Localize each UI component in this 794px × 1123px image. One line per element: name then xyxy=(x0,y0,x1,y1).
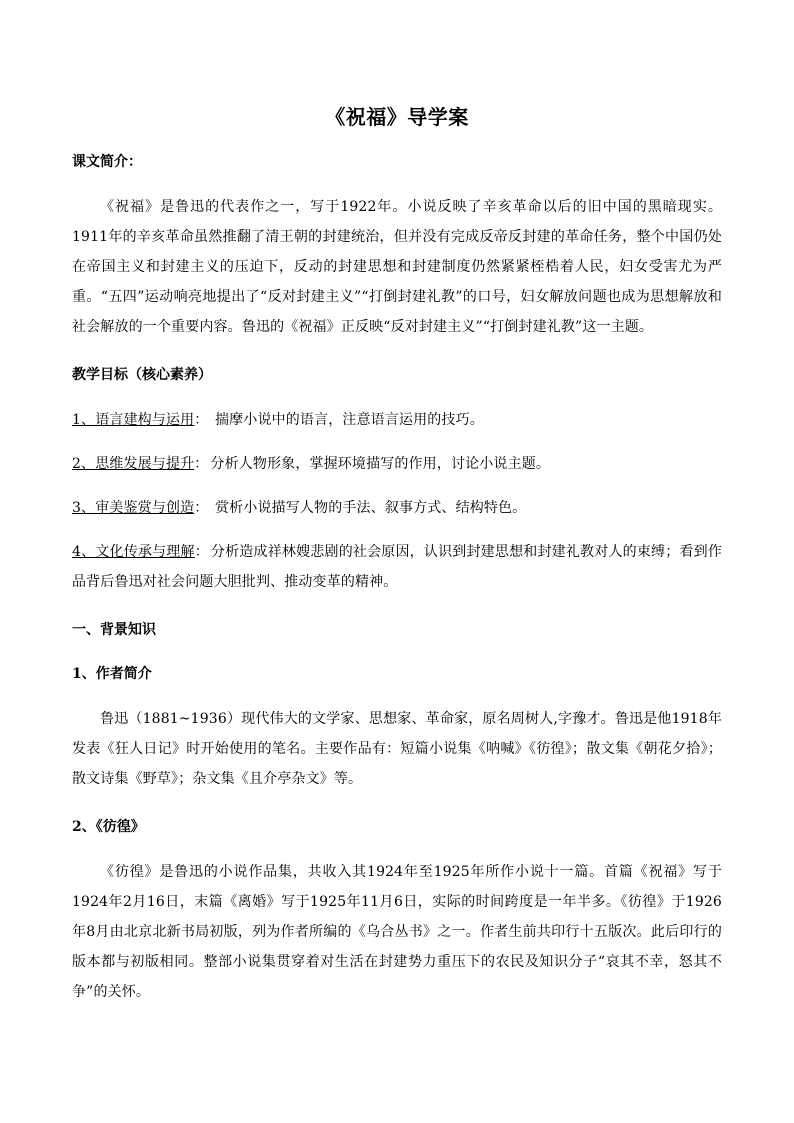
goal-text: 分析造成祥林嫂悲剧的社会原因，认识到封建思想和封建礼教对人的束缚；看到作品背后鲁迅对社会问题大胆批判、推动变革的精神。 xyxy=(72,544,722,590)
goal-label: 2、思维发展与提升 xyxy=(72,456,195,472)
goal-separator: ： xyxy=(194,456,209,472)
goal-label: 1、语言建构与运用 xyxy=(72,412,195,428)
goal-item-aesthetics xyxy=(72,493,722,523)
goal-item-culture xyxy=(72,537,722,597)
book-heading: 2、《彷徨》 xyxy=(72,819,145,835)
goal-label: 4、文化传承与理解 xyxy=(72,544,195,560)
book-paragraph: 《彷徨》是鲁迅的小说作品集，共收入其1924年至1925年所作小说十一篇。首篇《祝福》写于1924年2月16日，末篇《离婚》写于1925年11月6日，实际的时间跨度是一年半多。《彷徨》于1926年8月由北京北新书局初版，列为作者所编的《乌合丛书》之一。作者生前共印行十五版次。此后印行的版本都与初版相同。整部小说集贯穿着对生活在封建势力重压下的农民及知识分子“哀其不幸，怒其不争”的关怀。 xyxy=(72,864,722,1000)
goal-separator: ： xyxy=(194,500,209,516)
intro-paragraph: 《祝福》是鲁迅的代表作之一，写于1922年。小说反映了辛亥革命以后的旧中国的黑暗现实。1911年的辛亥革命虽然推翻了清王朝的封建统治，但并没有完成反帝反封建的革命任务，整个中国仍处在帝国主义和封建主义的压迫下，反动的封建思想和封建制度仍然紧紧桎梏着人民，妇女受害尤为严重。“五四”运动响亮地提出了“反对封建主义”“打倒封建礼教”的口号，妇女解放问题也成为思想解放和社会解放的一个重要内容。鲁迅的《祝福》正反映“反对封建主义”“打倒封建礼教”这一主题。 xyxy=(72,199,722,335)
goal-text: 揣摩小说中的语言，注意语言运用的技巧。 xyxy=(210,412,484,428)
goal-text: 赏析小说描写人物的手法、叙事方式、结构特色。 xyxy=(210,500,527,516)
goal-separator: ： xyxy=(194,544,209,560)
background-heading: 一、背景知识 xyxy=(72,622,156,638)
goal-separator: ： xyxy=(194,412,209,428)
intro-heading: 课文简介： xyxy=(72,154,142,170)
goal-text: 分析人物形象，掌握环境描写的作用，讨论小说主题。 xyxy=(210,456,551,472)
author-paragraph: 鲁迅（1881~1936）现代伟大的文学家、思想家、革命家，原名周树人,字豫才。鲁迅是他1918年发表《狂人日记》时开始使用的笔名。主要作品有：短篇小说集《呐喊》《彷徨》；散文集《朝花夕拾》；散文诗集《野草》；杂文集《且介亭杂文》等。 xyxy=(72,711,722,787)
document-title: 《祝福》导学案 xyxy=(325,105,469,129)
goal-label: 3、审美鉴赏与创造 xyxy=(72,500,195,516)
goal-item-language xyxy=(72,405,722,435)
author-heading: 1、作者简介 xyxy=(72,666,152,682)
goal-item-thinking xyxy=(72,449,722,479)
goals-heading: 教学目标（核心素养） xyxy=(72,367,212,383)
